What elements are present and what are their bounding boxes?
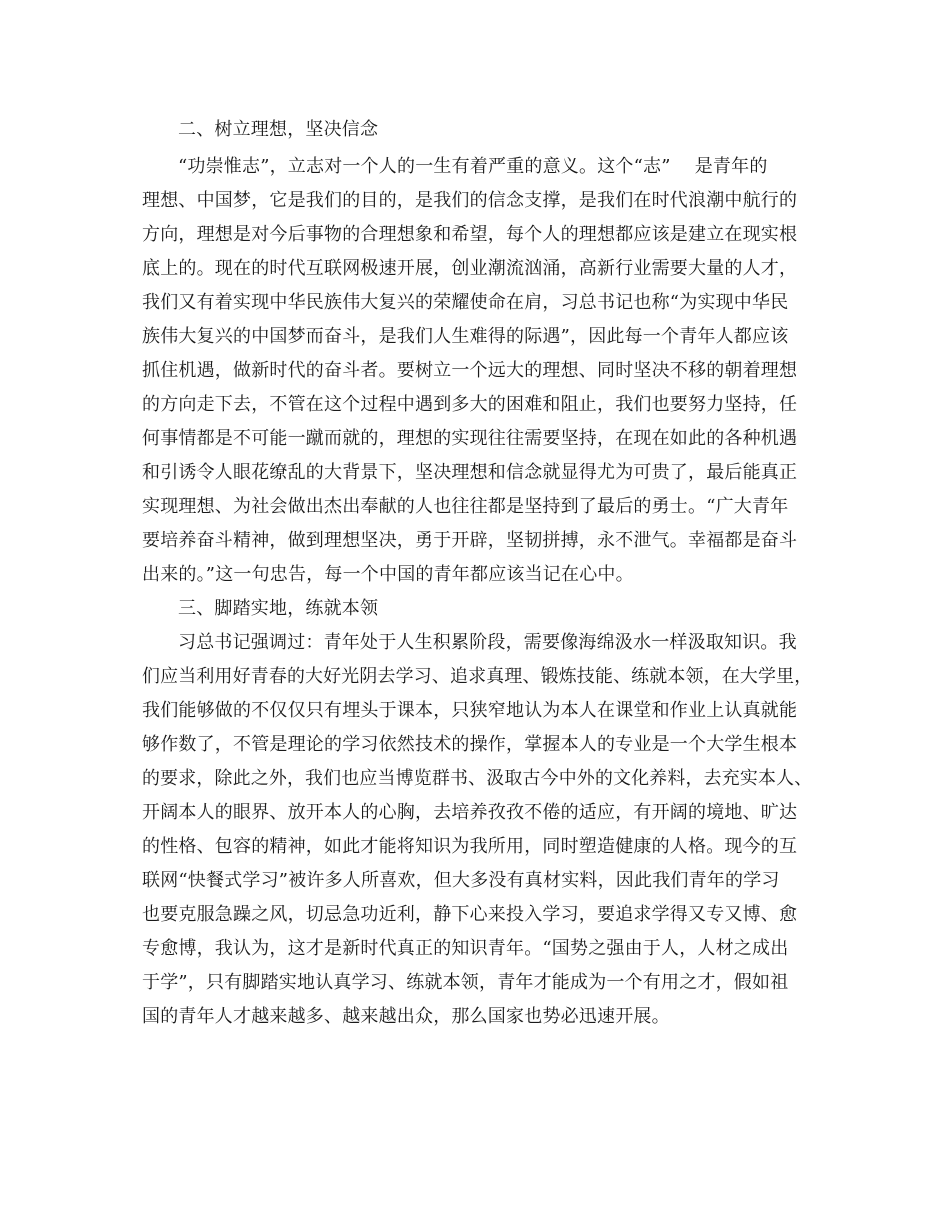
paragraph-line: 要培养奋斗精神，做到理想坚决，勇于开辟，坚韧拼搏，永不泄气。幸福都是奋斗 [142,530,798,551]
paragraph-line: 抓住机遇，做新时代的奋斗者。要树立一个远大的理想、同时坚决不移的朝着理想 [142,360,798,381]
paragraph-line: 的性格、包容的精神，如此才能将知识为我所用，同时塑造健康的人格。现今的互 [142,836,798,857]
paragraph-line: 出来的。”这一句忠告，每一个中国的青年都应该当记在心中。 [142,564,634,585]
section-heading: 二、树立理想，坚决信念 [178,119,379,140]
paragraph-line: 底上的。现在的时代互联网极速开展，创业潮流汹涌，高新行业需要大量的人才， [142,258,798,279]
paragraph-line: 够作数了，不管是理论的学习依然技术的操作，掌握本人的专业是一个大学生根本 [142,734,798,755]
paragraph-line: 于学”，只有脚踏实地认真学习、练就本领，青年才能成为一个有用之才，假如祖 [142,972,789,993]
paragraph-line: 国的青年人才越来越多、越来越出众，那么国家也势必迅速开展。 [142,1006,670,1027]
paragraph-line: 习总书记强调过：青年处于人生积累阶段，需要像海绵汲水一样汲取知识。我 [178,632,797,653]
paragraph-line: 开阔本人的眼界、放开本人的心胸，去培养孜孜不倦的适应，有开阔的境地、旷达 [142,802,798,823]
section-heading: 三、脚踏实地，练就本领 [178,598,379,619]
paragraph-line: 和引诱令人眼花缭乱的大背景下，坚决理想和信念就显得尤为可贵了，最后能真正 [142,462,798,483]
paragraph-line: 们应当利用好青春的大好光阴去学习、追求真理、锻炼技能、练就本领，在大学里， [142,666,813,687]
paragraph-line: 实现理想、为社会做出杰出奉献的人也往往都是坚持到了最后的勇士。“广大青年 [142,496,789,517]
paragraph-line: 方向，理想是对今后事物的合理想象和希望，每个人的理想都应该是建立在现实根 [142,224,798,245]
paragraph-line: 也要克服急躁之风，切忌急功近利，静下心来投入学习，要追求学得又专又博、愈 [142,904,798,925]
paragraph-line: 我们能够做的不仅仅只有埋头于课本，只狭窄地认为本人在课堂和作业上认真就能 [142,700,798,721]
paragraph-line: 的要求，除此之外，我们也应当博览群书、汲取古今中外的文化养料，去充实本人、 [142,768,813,789]
paragraph-line: 理想、中国梦，它是我们的目的，是我们的信念支撑，是我们在时代浪潮中航行的 [142,190,798,211]
paragraph-line: 专愈博，我认为，这才是新时代真正的知识青年。“国势之强由于人，人材之成出 [142,938,789,959]
paragraph-line: 我们又有着实现中华民族伟大复兴的荣耀使命在肩，习总书记也称“为实现中华民 [142,292,789,313]
paragraph-line: 的方向走下去，不管在这个过程中遇到多大的困难和阻止，我们也要努力坚持，任 [142,394,798,415]
paragraph-line: 联网“快餐式学习”被许多人所喜欢，但大多没有真材实料，因此我们青年的学习 [142,870,780,891]
paragraph-line: 族伟大复兴的中国梦而奋斗，是我们人生难得的际遇”，因此每一个青年人都应该 [142,326,789,347]
paragraph-line: “功崇惟志”，立志对一个人的一生有着严重的意义。这个“志” 是青年的 [178,156,768,177]
paragraph-line: 何事情都是不可能一蹴而就的，理想的实现往往需要坚持，在现在如此的各种机遇 [142,428,798,449]
